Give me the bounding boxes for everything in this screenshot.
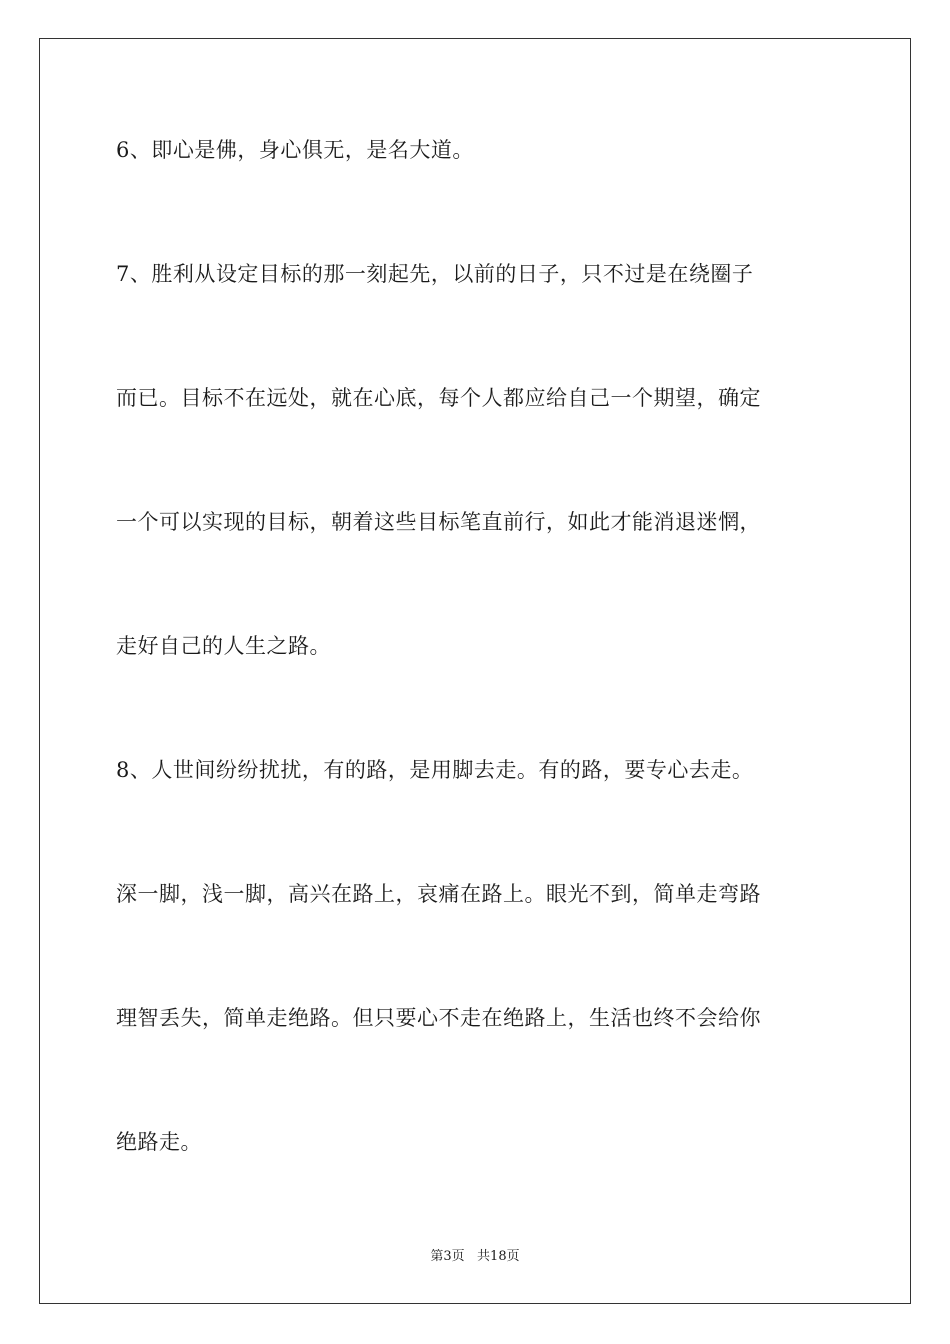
text-line: 理智丢失，简单走绝路。但只要心不走在绝路上，生活也终不会给你 xyxy=(116,1006,761,1030)
page-border xyxy=(39,38,911,1304)
text-line: 深一脚，浅一脚，高兴在路上，哀痛在路上。眼光不到，简单走弯路 xyxy=(116,882,761,906)
text-line: 6、即心是佛，身心俱无，是名大道。 xyxy=(116,138,474,162)
text-line: 走好自己的人生之路。 xyxy=(116,634,331,658)
text-line: 7、胜利从设定目标的那一刻起先，以前的日子，只不过是在绕圈子 xyxy=(116,262,754,286)
text-line: 一个可以实现的目标，朝着这些目标笔直前行，如此才能消退迷惘， xyxy=(116,510,761,534)
page-number-footer: 第3页 共18页 xyxy=(430,1249,520,1264)
text-line: 绝路走。 xyxy=(116,1130,202,1154)
text-line: 而已。目标不在远处，就在心底，每个人都应给自己一个期望，确定 xyxy=(116,386,761,410)
text-line: 8、人世间纷纷扰扰，有的路，是用脚去走。有的路，要专心去走。 xyxy=(116,758,754,782)
